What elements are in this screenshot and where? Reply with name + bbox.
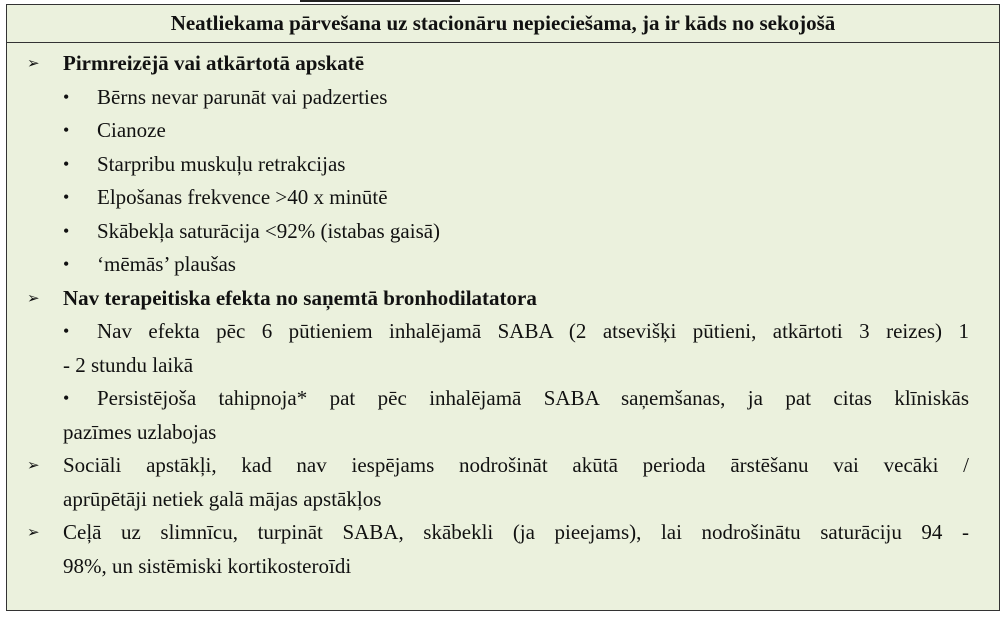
section-4-item <box>27 516 969 550</box>
cropped-caption-edge <box>300 0 460 2</box>
list-item-text: Persistējoša tahipnoja* pat pēc inhalējamā SABA saņemšanas, ja pat citas klīniskās <box>97 386 969 410</box>
list-item-continuation: - 2 stundu laikā <box>63 352 194 377</box>
list-item-continuation: pazīmes uzlabojas <box>63 419 217 444</box>
bullet-icon: • <box>63 388 70 408</box>
list-item-text: Nav efekta pēc 6 pūtieniem inhalējamā SABA (2 atsevišķi pūtieni, atkārtoti 3 reizes) 1 <box>97 319 969 343</box>
table-body <box>7 43 999 583</box>
referral-criteria-table <box>6 4 1000 611</box>
section-3-item <box>27 449 969 483</box>
list-item-text: Cianoze <box>97 118 166 142</box>
list-item-text: Skābekļa saturācija <92% (istabas gaisā) <box>97 218 441 243</box>
section-2-heading <box>27 282 969 316</box>
list-item <box>27 81 969 115</box>
section-3-continuation: aprūpētāji netiek galā mājas apstākļos <box>63 486 382 511</box>
list-item <box>27 315 969 349</box>
bullet-icon: • <box>63 86 70 107</box>
list-item-text: Elpošanas frekvence >40 x minūtē <box>97 185 388 209</box>
list-item-text: ‘mēmās’ plaušas <box>97 252 236 276</box>
bullet-icon: • <box>63 254 70 274</box>
arrow-bullet-icon: ➢ <box>27 288 40 307</box>
section-2-title: Nav terapeitiska efekta no saņemtā bronhodilatatora <box>63 285 537 310</box>
bullet-icon: • <box>63 153 70 174</box>
bullet-icon: • <box>63 321 70 341</box>
list-item-text: Bērns nevar parunāt vai padzerties <box>97 84 388 109</box>
section-4-text: Ceļā uz slimnīcu, turpināt SABA, skābekli (ja pieejams), lai nodrošinātu saturāciju 94 - <box>63 520 969 544</box>
list-item <box>27 215 969 249</box>
list-item <box>27 382 969 416</box>
bullet-icon: • <box>63 120 70 140</box>
arrow-bullet-icon: ➢ <box>27 456 40 474</box>
arrow-bullet-icon: ➢ <box>27 523 40 541</box>
list-item-text: Starpribu muskuļu retrakcijas <box>97 151 346 176</box>
list-item <box>27 114 969 148</box>
section-1-heading <box>27 47 969 81</box>
list-item <box>27 181 969 215</box>
section-1-title: Pirmreizējā vai atkārtotā apskatē <box>63 51 365 75</box>
section-3-text: Sociāli apstākļi, kad nav iespējams nodrošināt akūtā perioda ārstēšanu vai vecāki / <box>63 453 969 477</box>
arrow-bullet-icon: ➢ <box>27 54 40 72</box>
bullet-icon: • <box>63 187 70 207</box>
list-item <box>27 248 969 282</box>
bullet-icon: • <box>63 220 70 241</box>
table-header: Neatliekama pārvešana uz stacionāru nepieciešama, ja ir kāds no sekojošā <box>7 5 999 43</box>
list-item <box>27 148 969 182</box>
section-4-continuation: 98%, un sistēmiski kortikosteroīdi <box>63 553 352 578</box>
